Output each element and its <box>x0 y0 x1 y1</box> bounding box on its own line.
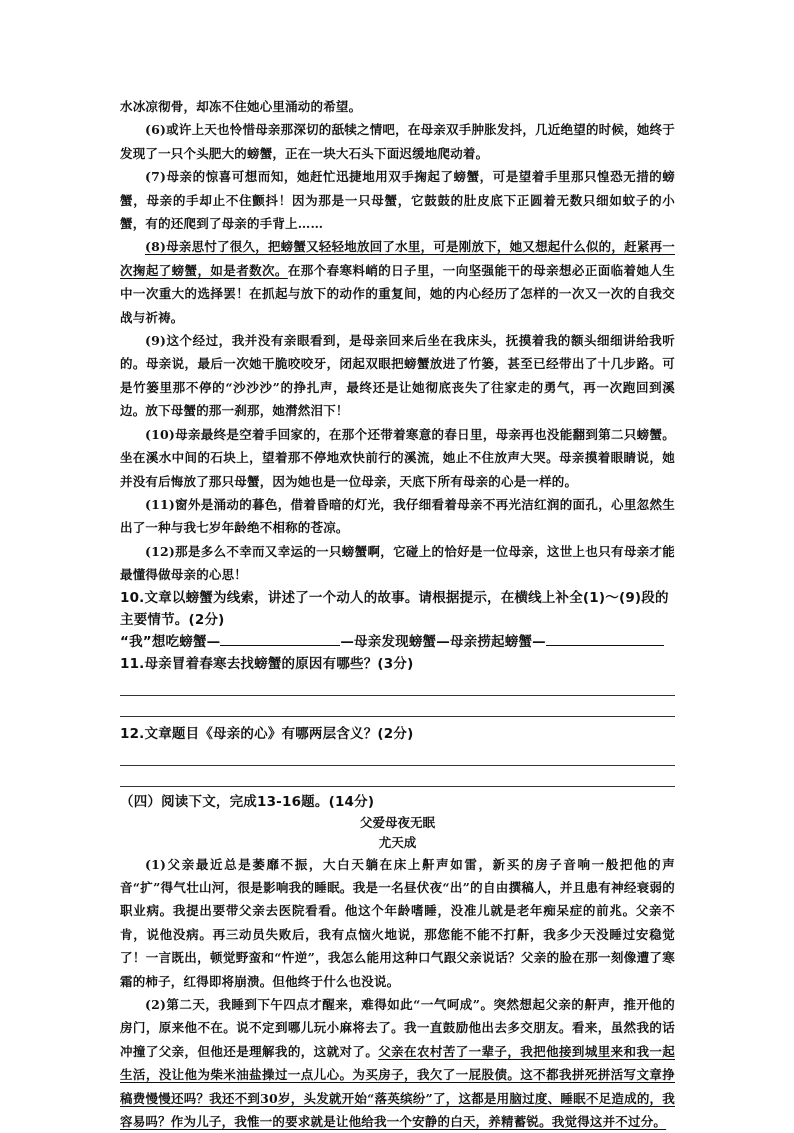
passage-paragraph-12: (12)那是多么不幸而又幸运的一只螃蟹啊，它碰上的恰好是一位母亲，这世上也只有母亲才能最懂得做母亲的心思！ <box>120 543 675 583</box>
answer-blank-1[interactable] <box>220 631 340 646</box>
passage-paragraph-11: (11)窗外是涌动的暮色，借着昏暗的灯光，我仔细看着母亲不再光洁红润的面孔，心里忽然生出了一种与我七岁年龄绝不相称的苍凉。 <box>120 496 675 536</box>
underlined-sentence: (8)母亲思忖了很久，把螃蟹又轻轻地放回了水里，可是刚放下，她又想起什么似的，赶紧再一次掬起了螃蟹，如是者数次。 <box>120 239 675 278</box>
passage-paragraph-10: (10)母亲最终是空着手回家的，在那个还带着寒意的春日里，母亲再也没能翻到第二只螃蟹。坐在溪水中间的石块上，望着那不停地欢快前行的溪流，她止不住放声大哭。母亲摸着眼睛说，她并没有后悔放了那只母蟹，因为她也是一位母亲，天底下所有母亲的心是一样的。 <box>120 426 675 489</box>
article-author: 尤天成 <box>378 834 417 850</box>
passage-paragraph-7: (7)母亲的惊喜可想而知，她赶忙迅捷地用双手掬起了螃蟹，可是望着手里那只惶恐无措的螃蟹，母亲的手却止不住颤抖！因为那是一只母蟹，它鼓鼓的肚皮底下正圆着无数只细如蚊子的小蟹，有的还爬到了母亲的手背上…… <box>120 169 675 232</box>
question-12: 12.文章题目《母亲的心》有哪两层含义？(2分) <box>120 725 414 742</box>
document-page <box>120 95 675 1133</box>
passage-paragraph-9: (9)这个经过，我并没有亲眼看到，是母亲回来后坐在我床头，抚摸着我的额头细细讲给我听的。母亲说，最后一次她干脆咬咬牙，闭起双眼把螃蟹放进了竹篓，甚至已经带出了十几步路。可是竹篓里那不停的“沙沙沙”的挣扎声，最终还是让她彻底丧失了往家走的勇气，再一次跑回到溪边。放下母蟹的那一刹那，她潸然泪下！ <box>120 333 675 419</box>
article-paragraph-2 <box>120 993 675 1133</box>
article-paragraph-1: (1)父亲最近总是萎靡不振，大白天躺在床上鼾声如雷，新买的房子音响一般把他的声音“扩”得气壮山河，很是影响我的睡眠。我是一名昼伏夜“出”的自由撰稿人，并且患有神经衰弱的职业病。我提出要带父亲去医院看看。他这个年龄嗜睡，没准儿就是老年痴呆症的前兆。父亲不肯，说他没病。再三动员失败后，我有点恼火地说，那您能不能不打鼾，我多少天没睡过安稳觉了！一言既出，顿觉野蛮和“忤逆”，我怎么能用这种口气跟父亲说话？父亲的脸在那一刻像遭了寒霜的柿子，红得即将崩溃。但他终于什么也没说。 <box>120 856 675 989</box>
section-heading: （四）阅读下文，完成13-16题。(14分) <box>120 793 375 810</box>
article-title: 父爱母夜无眠 <box>359 814 435 830</box>
answer-line[interactable] <box>120 745 675 766</box>
fill-middle: —母亲发现螃蟹—母亲捞起螃蟹— <box>340 633 546 650</box>
fill-prefix: “我”想吃螃蟹— <box>120 633 221 650</box>
question-11: 11.母亲冒着春寒去找螃蟹的原因有哪些？(3分) <box>120 655 414 672</box>
paragraph-text: (2)第二天，我睡到下午四点才醒来，难得如此“一气呵成”。突然想起父亲的鼾声，推开他的房门，原来他不在。说不定到哪儿玩小麻将去了。我一直鼓励他出去多交朋友。看来，虽然我的话冲撞了父亲，但他还是理解我的，这就对了。 <box>120 996 675 1059</box>
answer-line[interactable] <box>120 675 675 696</box>
passage-paragraph: 水冰凉彻骨，却冻不住她心里涌动的希望。 <box>120 99 362 114</box>
passage-paragraph-8 <box>120 235 675 329</box>
underlined-sentence: 父亲在农村苦了一辈子，我把他接到城里来和我一起生活，没让他为柴米油盐操过一点儿心。为买房子，我欠了一屁股债。这不都我拼死拼活写文章挣稿费慢慢还吗？我还不到30岁，头发就开始“落英缤纷”了，这都是用脑过度、睡眠不足造成的，我容易吗？作为儿子，我惟一的要求就是让他给我一个安静的白天，养精蓄锐。我觉得这并不过分。 <box>120 1043 675 1129</box>
answer-line[interactable] <box>120 766 675 787</box>
question-10: 10.文章以螃蟹为线索，讲述了一个动人的故事。请根据提示，在横线上补全(1)～(9)段的主要情节。(2分) <box>120 589 669 628</box>
question-10-fill <box>120 631 675 653</box>
answer-blank-2[interactable] <box>546 631 664 646</box>
answer-line[interactable] <box>120 696 675 717</box>
passage-paragraph-6: (6)或许上天也怜惜母亲那深切的舐犊之情吧，在母亲双手肿胀发抖，几近绝望的时候，她终于发现了一只个头肥大的螃蟹，正在一块大石头下面迟缓地爬动着。 <box>120 122 675 161</box>
paragraph-text: 在那个春寒料峭的日子里，一向坚强能干的母亲想必正面临着她人生中一次重大的选择罢！在抓起与放下的动作的重复间，她的内心经历了怎样的一次又一次的自我交战与祈祷。 <box>120 262 675 325</box>
